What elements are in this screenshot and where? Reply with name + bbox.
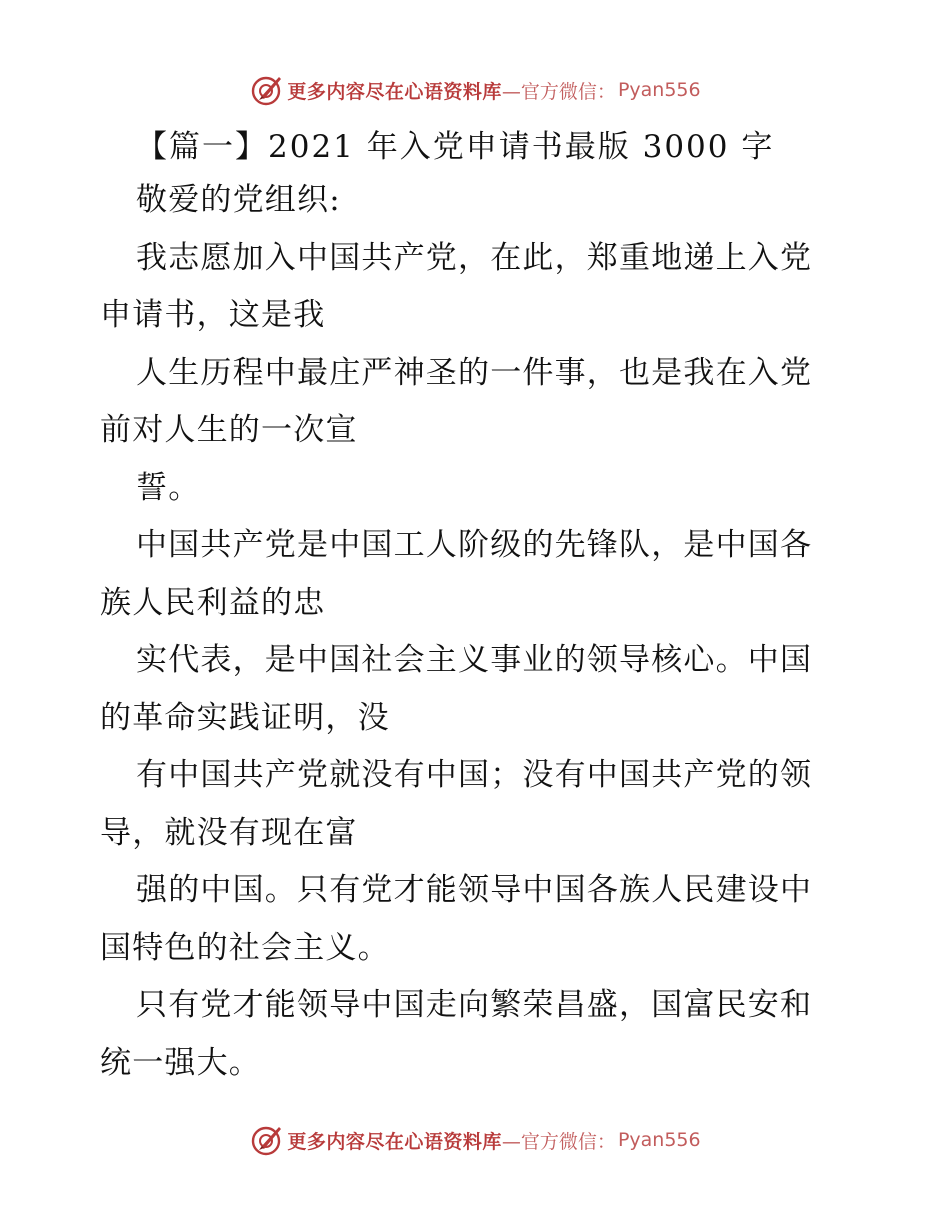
paragraph-line: 实代表，是中国社会主义事业的领导核心。中国: [136, 642, 813, 678]
paragraph-line: 统一强大。: [100, 1044, 261, 1081]
salutation: 敬爱的党组织:: [136, 182, 341, 218]
banner-handle-text: Pyan556: [617, 79, 701, 101]
banner-handle-text: Pyan556: [617, 1129, 701, 1151]
banner-dash-text: —官方微信：: [501, 1130, 616, 1153]
banner-main-text: 更多内容尽在心语资料库: [287, 1130, 502, 1153]
banner-main-text: 更多内容尽在心语资料库: [287, 80, 502, 103]
paragraph-line: 族人民利益的忠: [100, 584, 326, 621]
paragraph-line: 有中国共产党就没有中国；没有中国共产党的领: [136, 757, 813, 793]
document-title: 【篇一】2021 年入党申请书最版 3000 字: [136, 129, 775, 165]
quill-pen-logo-icon: [249, 1123, 283, 1157]
paragraph-line: 的革命实践证明，没: [100, 699, 390, 736]
banner-dash-text: —官方微信：: [501, 80, 616, 103]
paragraph-line: 强的中国。只有党才能领导中国各族人民建设中: [136, 872, 813, 908]
paragraph-line: 誓。: [136, 469, 201, 506]
paragraph-line: 人生历程中最庄严神圣的一件事，也是我在入党: [136, 354, 813, 391]
header-banner: [0, 70, 950, 110]
paragraph-line: 前对人生的一次宣: [100, 412, 358, 448]
paragraph-line: 只有党才能领导中国走向繁荣昌盛，国富民安和: [136, 987, 813, 1023]
document-body: [100, 122, 852, 1092]
paragraph-line: 中国共产党是中国工人阶级的先锋队，是中国各: [136, 527, 813, 563]
paragraph-line: 导，就没有现在富: [100, 814, 358, 851]
paragraph-line: 我志愿加入中国共产党，在此，郑重地递上入党: [136, 239, 813, 276]
footer-banner: [0, 1120, 950, 1160]
paragraph-line: 申请书，这是我: [100, 297, 326, 333]
paragraph-line: 国特色的社会主义。: [100, 929, 390, 966]
quill-pen-logo-icon: [249, 73, 283, 107]
